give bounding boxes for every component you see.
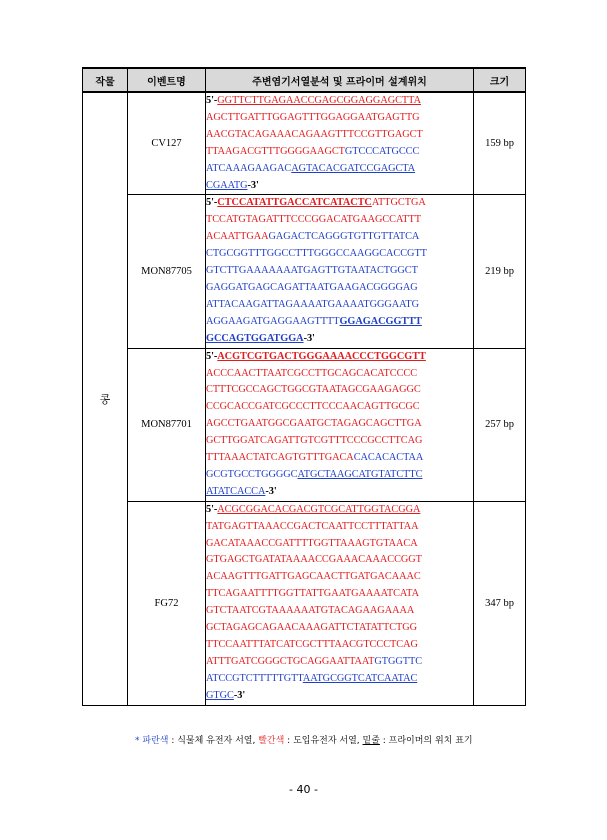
footnote-asterisk: * (135, 736, 140, 746)
sequence-fragment: AACGTACAGAAACAGAAGTTTCCGTTGAGCT (206, 128, 423, 140)
sequence-line (206, 467, 473, 484)
footnote-underline-term: 밑줄 (362, 736, 380, 746)
sequence-line (206, 519, 473, 536)
sequence-line (206, 484, 473, 501)
sequence-fragment: AGGAAGATGAGGAAGTTTT (206, 315, 340, 327)
sequence-fragment: GCTAGAGCAGAACAAAGATTCTATATTCTGG (206, 622, 418, 634)
footnote-red-desc: : 도입유전자 서열, (284, 736, 363, 746)
sequence-cell (206, 348, 474, 501)
sequence-fragment: GGTTCTTGAGAACCGAGCGGAGGAGCTTA (217, 95, 421, 106)
sequence-fragment: ATTGCTGA (371, 197, 426, 209)
sequence-line (206, 654, 473, 671)
size-cell: 257 bp (474, 348, 526, 501)
sequence-line (206, 688, 473, 705)
sequence-fragment: 5'- (206, 95, 218, 106)
sequence-fragment: GTCCCATGCCC (344, 145, 420, 157)
sequence-fragment: TATGAGTTAAACCGACTCAATTCCTTTATTAA (206, 520, 419, 532)
sequence-line (206, 450, 473, 467)
sequence-fragment: GGAGACGGTTT (339, 315, 422, 327)
sequence-fragment: 5'- (206, 350, 218, 362)
sequence-line (206, 297, 473, 314)
crop-cell: 콩 (83, 92, 128, 705)
sequence-fragment: GCTTGGATCAGATTGTCGTTTCCCGCCTTCAG (206, 435, 423, 447)
sequence-fragment: ACAATTGAA (206, 231, 269, 243)
sequence-fragment: GCGTGCCTGGGGC (206, 468, 298, 480)
sequence-fragment: AGTACACGATCCGAGCTA (291, 162, 416, 174)
sequence-fragment: CCGCACCGATCGCCCTTCCCAACAGTTGCGC (206, 401, 420, 413)
sequence-line (206, 195, 473, 212)
sequence-fragment: ATTTGATCGGGCTGCAGGAATTAAT (206, 655, 375, 667)
sequence-line (206, 416, 473, 433)
sequence-line (206, 93, 473, 110)
sequence-fragment: GTGC (206, 689, 234, 701)
footnote-blue-term: 파란색 (142, 736, 169, 746)
footnote-underline-desc: : 프라이머의 위치 표기 (379, 736, 473, 746)
sequence-cell (206, 195, 474, 348)
sequence-cell (206, 501, 474, 705)
sequence-line (206, 433, 473, 450)
event-name: MON87705 (128, 195, 206, 348)
sequence-fragment: GAGACTCAGGGTGTTGTTATCA (268, 231, 420, 243)
sequence-fragment: TTAAGACGTTTGGGGAAGCT (206, 145, 345, 157)
table-row (83, 348, 526, 501)
sequence-line (206, 502, 473, 519)
sequence-fragment: CTTTCGCCAGCTGGCGTAATAGCGAAGAGGC (206, 384, 421, 396)
sequence-fragment: ATTACAAGATTAGAAAATGAAAATGGGAATG (206, 298, 420, 310)
event-name: MON87701 (128, 348, 206, 501)
sequence-line (206, 127, 473, 144)
sequence-fragment: ACAAGTTTGATTGAGCAACTTGATGACAAAC (206, 571, 421, 583)
sequence-line (206, 212, 473, 229)
sequence-line (206, 161, 473, 178)
sequence-line (206, 552, 473, 569)
table-row (83, 501, 526, 705)
size-cell: 347 bp (474, 501, 526, 705)
size-cell: 219 bp (474, 195, 526, 348)
sequence-fragment: CACACACTAA (353, 452, 424, 464)
sequence-fragment: GTCTAATCGTAAAAAATGTACAGAAGAAAA (206, 605, 415, 617)
footnote-blue-desc: : 식물체 유전자 서열, (168, 736, 259, 746)
sequence-line (206, 536, 473, 553)
table-row (83, 92, 526, 195)
sequence-line (206, 110, 473, 127)
sequence-fragment: GTGGTTC (374, 655, 423, 667)
sequence-fragment: ATGCTAAGCATGTATCTTC (297, 468, 423, 480)
sequence-fragment: ATATCACCA (206, 485, 266, 497)
sequence-fragment: TTCCAATTTATCATCGCTTTAACGTCCCTCAG (206, 639, 418, 650)
sequence-fragment: AGCCTGAATGGCGAATGCTAGAGCAGCTTGA (206, 418, 422, 430)
sequence-line (206, 569, 473, 586)
sequence-fragment: GTGAGCTGATATAAAACCGAAACAAACCGGT (206, 554, 422, 566)
footnote-red-term: 빨간색 (258, 736, 285, 746)
sequence-fragment: GCCAGTGGATGGA (206, 332, 304, 344)
sequence-fragment: AATGCGGTCATCAATAC (302, 672, 418, 684)
sequence-fragment: TTTAAACTATCAGTGTTTGACA (206, 452, 354, 464)
sequence-fragment: CGAATG (206, 179, 248, 191)
header-event: 이벤트명 (128, 68, 206, 92)
sequence-line (206, 603, 473, 620)
sequence-line (206, 671, 473, 688)
sequence-fragment: ATCAAAGAAGAC (206, 162, 292, 174)
header-crop: 작물 (83, 68, 128, 92)
legend-footnote (135, 733, 473, 746)
sequence-line (206, 382, 473, 399)
sequence-line (206, 246, 473, 263)
sequence-line (206, 314, 473, 331)
sequence-line (206, 280, 473, 297)
sequence-fragment: GACATAAACCGATTTTGGTTAAAGTGTAACA (206, 537, 418, 549)
sequence-fragment: AGCTTGATTTGGAGTTTGGAGGAATGAGTTG (206, 111, 420, 123)
sequence-fragment: ATCCGTCTTTTTGTT (206, 672, 303, 684)
sequence-fragment: -3' (303, 332, 315, 344)
table-header-row (83, 68, 526, 92)
sequence-line (206, 620, 473, 637)
sequence-fragment: 5'- (206, 503, 218, 515)
sequence-line (206, 229, 473, 246)
sequence-fragment: TCCATGTAGATTTCCCGGACATGAAGCCATTT (206, 214, 421, 226)
sequence-fragment: TTCAGAATTTTGGTTATTGAATGAAAATCATA (206, 588, 419, 600)
primer-table (82, 67, 526, 706)
sequence-line (206, 366, 473, 383)
sequence-line (206, 144, 473, 161)
sequence-line (206, 586, 473, 603)
header-sequence: 주변염기서열분석 및 프라이머 설계위치 (206, 68, 474, 92)
sequence-fragment: -3' (265, 485, 277, 497)
sequence-fragment: CTCCATATTGACCATCATACTC (217, 197, 372, 209)
sequence-fragment: 5'- (206, 197, 218, 209)
header-size: 크기 (474, 68, 526, 92)
sequence-fragment: -3' (247, 179, 259, 191)
sequence-fragment: GTCTTGAAAAAAATGAGTTGTAATACTGGCT (206, 265, 418, 277)
sequence-line (206, 637, 473, 654)
sequence-line (206, 331, 473, 348)
event-name: CV127 (128, 92, 206, 195)
table-row (83, 195, 526, 348)
size-cell: 159 bp (474, 92, 526, 195)
sequence-line (206, 263, 473, 280)
sequence-fragment: ACGTCGTGACTGGGAAAACCCTGGCGTT (217, 350, 426, 362)
sequence-fragment: ACGCGGACACGACGTCGCATTGGTACGGA (217, 503, 421, 515)
event-name: FG72 (128, 501, 206, 705)
sequence-fragment: ACCCAACTTAATCGCCTTGCAGCACATCCCC (206, 367, 418, 379)
sequence-fragment: -3' (233, 689, 246, 701)
sequence-line (206, 178, 473, 195)
sequence-line (206, 349, 473, 366)
sequence-fragment: GAGGATGAGCAGATTAATGAAGACGGGGAG (206, 281, 418, 293)
sequence-line (206, 399, 473, 416)
sequence-cell (206, 92, 474, 195)
page-number: - 40 - (289, 783, 318, 796)
sequence-fragment: CTGCGGTTTGGCCTTTGGGCCAAGGCACCGTT (206, 248, 427, 260)
